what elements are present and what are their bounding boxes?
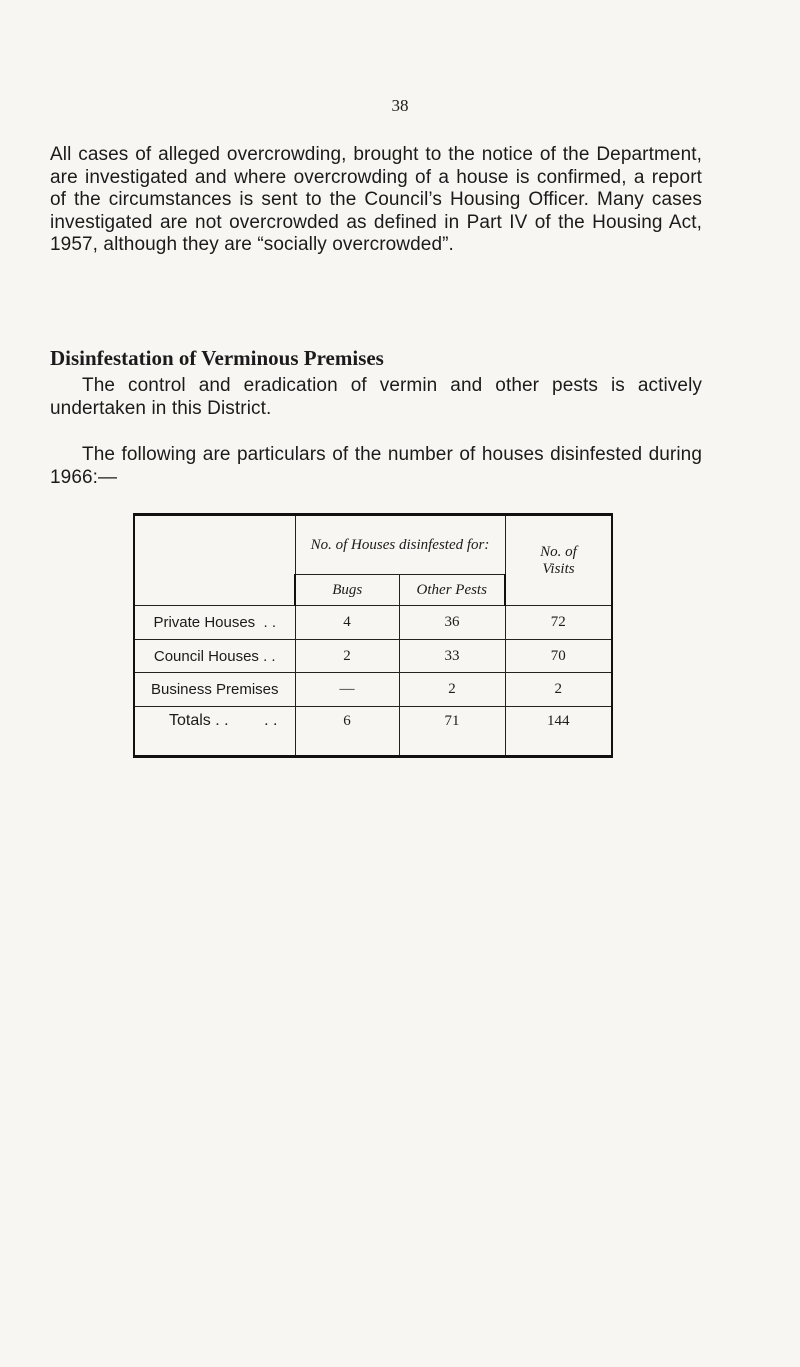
visits-total-cell: 144 [505, 707, 612, 757]
table-row [134, 640, 612, 673]
other-pests-cell: 36 [399, 606, 505, 640]
bugs-total-cell: 6 [295, 707, 399, 757]
bugs-header: Bugs [295, 575, 399, 606]
bugs-cell: — [295, 673, 399, 707]
disinfestation-table [133, 513, 611, 758]
visits-cell: 72 [505, 606, 612, 640]
row-label: Business Premises [134, 673, 295, 707]
blank-corner-cell [134, 515, 295, 606]
totals-label: Totals . . . . [134, 707, 295, 757]
overcrowding-paragraph: All cases of alleged overcrowding, brought to the notice of the Department, are investigated and where overcrowding of a house is confirmed, a report of the circumstances is sent to the Council’s Housing Officer. Many cases investigated are not overcrowded as defined in Part IV of the Housing Act, 1957, although they are “socially overcrowded”. [50, 144, 702, 255]
row-label: Council Houses . . [134, 640, 295, 673]
other-pests-cell: 2 [399, 673, 505, 707]
visits-cell: 2 [505, 673, 612, 707]
row-label: Private Houses . . [134, 606, 295, 640]
other-pests-header: Other Pests [399, 575, 505, 606]
other-pests-total-cell: 71 [399, 707, 505, 757]
table-header-row [134, 515, 612, 575]
visits-cell: 70 [505, 640, 612, 673]
visits-header: No. of Visits [505, 515, 612, 606]
section-heading: Disinfestation of Verminous Premises [50, 346, 384, 370]
table-row [134, 673, 612, 707]
control-paragraph: The control and eradication of vermin and other pests is actively undertaken in this District. [50, 375, 702, 419]
other-pests-cell: 33 [399, 640, 505, 673]
particulars-paragraph: The following are particulars of the number of houses disinfested during 1966:— [50, 444, 702, 488]
bugs-cell: 4 [295, 606, 399, 640]
bugs-cell: 2 [295, 640, 399, 673]
houses-disinfested-header: No. of Houses disinfested for: [295, 515, 505, 575]
totals-row [134, 707, 612, 757]
page-number: 38 [391, 96, 409, 115]
table-row [134, 606, 612, 640]
